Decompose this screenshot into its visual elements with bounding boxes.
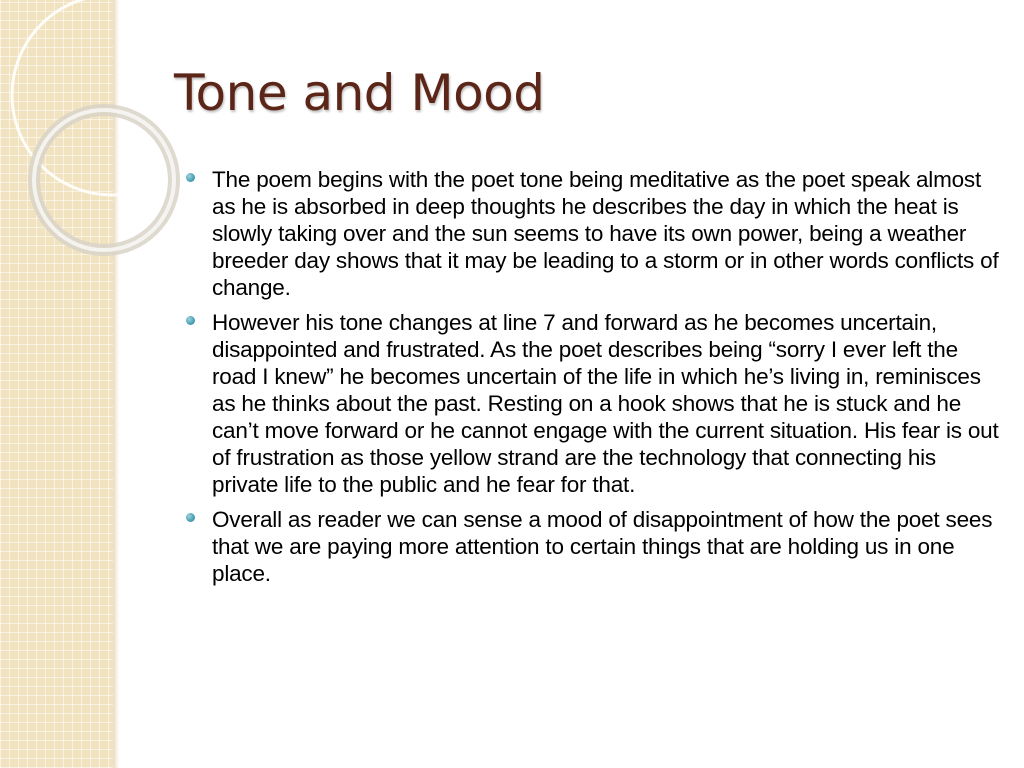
bullet-dot-icon — [186, 316, 195, 325]
bullet-dot-icon — [186, 173, 195, 182]
bullet-text: Overall as reader we can sense a mood of disappointment of how the poet sees that we are paying more attention to certain things that are holding us in one place. — [212, 507, 993, 586]
bullet-item — [186, 166, 1006, 301]
bullet-item — [186, 506, 1006, 587]
slide-title: Tone and Mood — [174, 64, 545, 122]
bullet-text: The poem begins with the poet tone being meditative as the poet speak almost as he is absorbed in deep thoughts he describes the day in which the heat is slowly taking over and the sun seems to have its own power, being a weather breeder day shows that it may be leading to a storm or in other words conflicts of change. — [212, 167, 999, 300]
decorative-rings — [0, 0, 200, 260]
bullet-item — [186, 309, 1006, 498]
bullet-text: However his tone changes at line 7 and forward as he becomes uncertain, disappointed and frustrated. As the poet describes being “sorry I ever left the road I knew” he becomes uncertain of the life in which he’s living in, reminisces as he thinks about the past. Resting on a hook shows that he is stuck and he can’t move forward or he cannot engage with the current situation. His fear is out of frustration as those yellow strand are the technology that connecting his private life to the public and he fear for that. — [212, 310, 999, 497]
decorative-ring-small-highlight — [34, 110, 174, 250]
bullet-list — [186, 166, 1006, 595]
bullet-dot-icon — [186, 513, 195, 522]
